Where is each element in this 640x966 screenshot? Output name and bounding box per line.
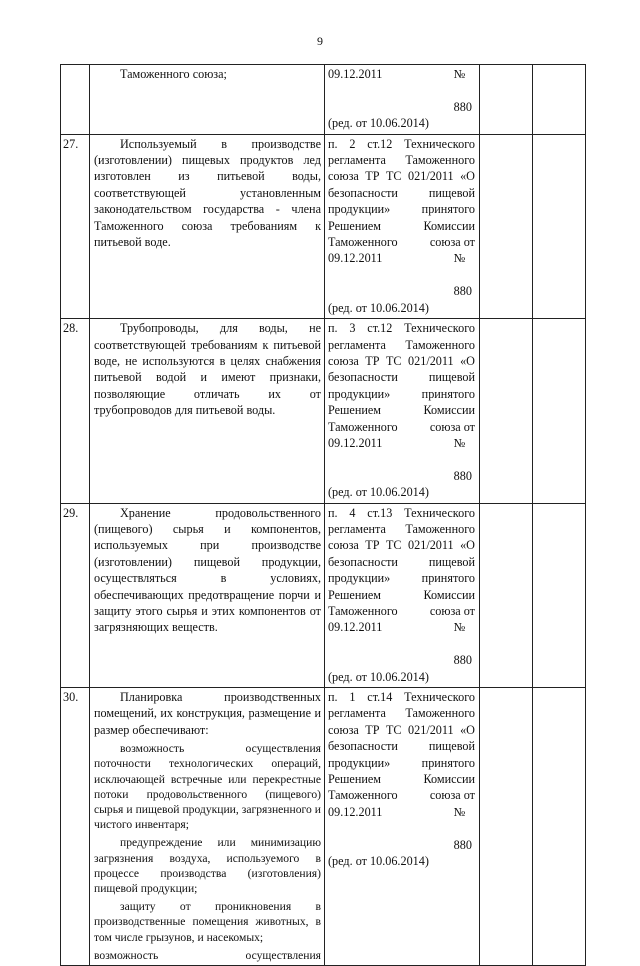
empty-cell [480,134,533,318]
requirement-subitem: предупреждение или минимизацию загрязнения воздуха, используемого в процессе производства (изготовления) пищевой продукции; [94,836,321,896]
reference-edition: (ред. от 10.06.2014) [328,485,429,500]
reference-cell: п. 4 ст.13 Технического регламента Таможенного союза ТР ТС 021/2011 «О безопасности пищевой продукции» принятого Решением Комиссии Таможенного союза от 09.12.2011 № 880 (ред. от 10.06.2014) [325,503,480,687]
table-row [61,319,586,503]
reference-edition: (ред. от 10.06.2014) [328,116,429,131]
empty-cell [533,503,586,687]
empty-cell [480,319,533,503]
requirement-text: Планировка производственных помещений, их конструкция, размещение и размер обеспечивают: [94,690,321,737]
requirement-cell [90,134,325,318]
table-row [61,65,586,135]
reference-cell: п. 3 ст.12 Технического регламента Таможенного союза ТР ТС 021/2011 «О безопасности пищевой продукции» принятого Решением Комиссии Таможенного союза от 09.12.2011 № 880 (ред. от 10.06.2014) [325,319,480,503]
reference-edition: (ред. от 10.06.2014) [328,669,429,684]
empty-cell [480,65,533,135]
row-number: 27. [61,134,90,318]
reference-edition: (ред. от 10.06.2014) [328,300,429,315]
empty-cell [480,688,533,966]
requirement-cell [90,688,325,966]
empty-cell [533,319,586,503]
table-row [61,688,586,966]
empty-cell [533,134,586,318]
empty-cell [533,688,586,966]
requirement-text: Используемый в производстве (изготовлении) пищевых продуктов лед изготовлен из питьевой воды, соответствующей установленным законодательством государства - члена Таможенного союза требованиям к питьевой воде. [94,136,321,250]
table-row [61,134,586,318]
requirements-table [60,64,586,966]
requirement-text: Трубопроводы, для воды, не соответствующей требованиям к питьевой воде, не используются в целях снабжения питьевой водой и имеют признаки, позволяющие отличать их от трубопроводов для питьевой воды. [94,321,321,418]
requirement-subitem: возможность осуществления поточности технологических операций, исключающей встречные или перекрестные потоки продовольственного (пищевого) сырья и пищевой продукции, загрязненного и чистого инвентаря; [94,742,321,832]
row-number: 30. [61,688,90,966]
row-number [61,65,90,135]
reference-edition: (ред. от 10.06.2014) [328,854,429,869]
row-number: 29. [61,503,90,687]
requirement-subitem: защиту от проникновения в производственные помещения животных, в том числе грызунов, и насекомых; [94,900,321,944]
empty-cell [480,503,533,687]
page-number: 9 [317,34,323,48]
empty-cell [533,65,586,135]
reference-cell: п. 1 ст.14 Технического регламента Таможенного союза ТР ТС 021/2011 «О безопасности пищевой продукции» принятого Решением Комиссии Таможенного союза от 09.12.2011 № 880 (ред. от 10.06.2014) [325,688,480,966]
table-row [61,503,586,687]
reference-cell: 09.12.2011 № 880 (ред. от 10.06.2014) [325,65,480,135]
requirement-subitem: возможность осуществления [94,948,321,962]
row-number: 28. [61,319,90,503]
requirement-cell [90,319,325,503]
requirement-cell [90,65,325,135]
requirement-text: Хранение продовольственного (пищевого) сырья и компонентов, используемых при производстве (изготовлении) пищевой продукции, осуществляться в условиях, обеспечивающих предотвращение порчи и защиту этого сырья и этих компонентов от загрязняющих веществ. [94,505,321,635]
reference-cell: п. 2 ст.12 Технического регламента Таможенного союза ТР ТС 021/2011 «О безопасности пищевой продукции» принятого Решением Комиссии Таможенного союза от 09.12.2011 № 880 (ред. от 10.06.2014) [325,134,480,318]
requirement-cell [90,503,325,687]
requirement-text: Таможенного союза; [120,67,227,81]
